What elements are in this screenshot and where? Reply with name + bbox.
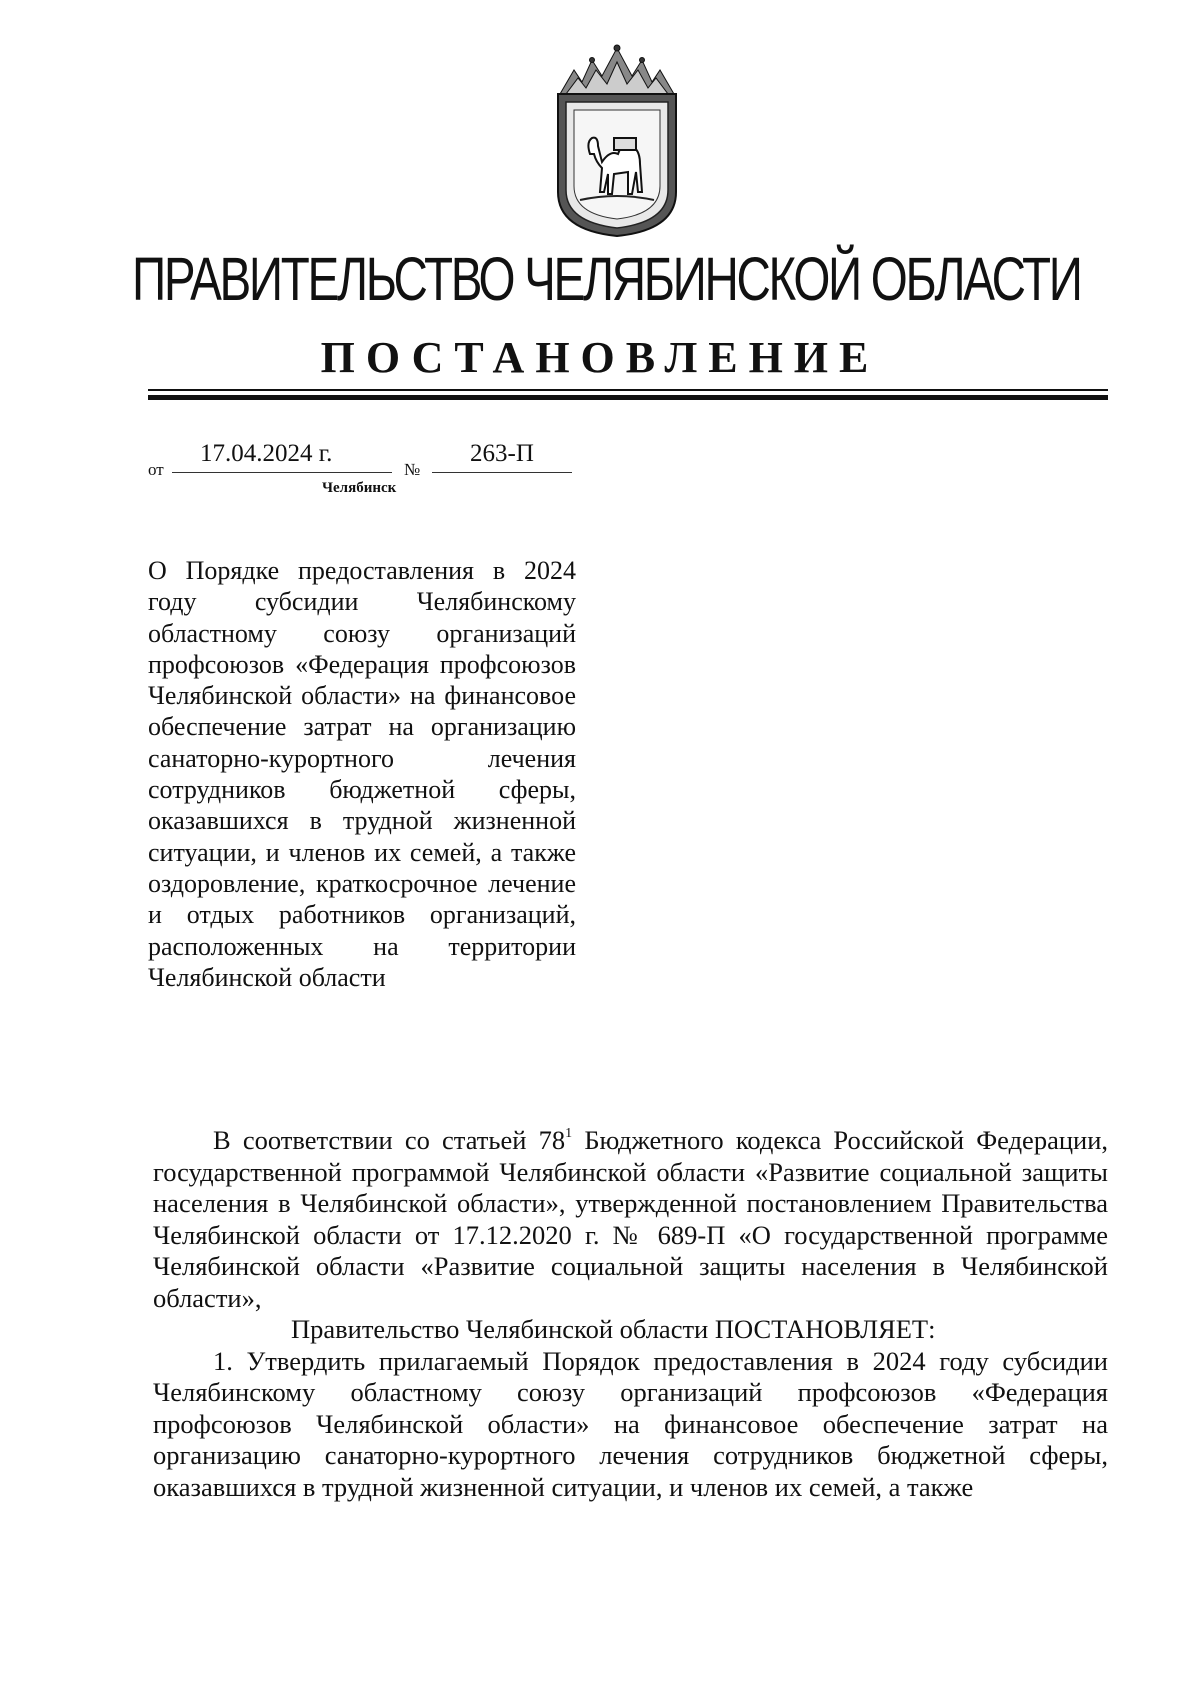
header-rule-thick [148, 395, 1108, 400]
date-prefix: от [148, 460, 164, 479]
document-date: 17.04.2024 г. [200, 440, 333, 467]
document-body [153, 1125, 1108, 1503]
header-rule-thin [148, 389, 1108, 391]
document-subject: О Порядке предоставления в 2024 году субсидии Челябинскому областному союзу организаций профсоюзов «Федерация профсоюзов Челябинской области» на финансовое обеспечение затрат на организацию санаторно-курортного лечения сотрудников бюджетной сферы, оказавшихся в трудной жизненной ситуации, и членов их семей, а также оздоровление, краткосрочное лечение и отдых работников организаций, расположенных на территории Челябинской области [148, 556, 576, 992]
document-city: Челябинск [322, 480, 397, 496]
resolves-line: Правительство Челябинской области ПОСТАНОВЛЯЕТ: [291, 1314, 936, 1344]
document-number: 263-П [470, 440, 534, 467]
government-title: ПРАВИТЕЛЬСТВО ЧЕЛЯБИНСКОЙ ОБЛАСТИ [132, 245, 1081, 313]
preamble-rest: Бюджетного кодекса Российской Федерации, государственной программой Челябинской области «Развитие социальной защиты населения в Челябинской области», утвержденной постановлением Правительства Челябинской области от 17.12.2020 г. № 689-П «О государственной программе Челябинской области «Развитие социальной защиты населения в Челябинской области», [153, 1125, 1109, 1313]
preamble-start: В соответствии со статьей 78 [213, 1125, 566, 1155]
coat-of-arms-emblem [552, 42, 682, 238]
preamble-superscript: 1 [565, 1126, 573, 1141]
preamble-paragraph [153, 1125, 1108, 1314]
number-underline [432, 472, 572, 473]
date-underline [172, 472, 392, 473]
document-type: ПОСТАНОВЛЕНИЕ [320, 333, 880, 382]
number-prefix: № [404, 460, 421, 479]
item-1-paragraph: 1. Утвердить прилагаемый Порядок предоставления в 2024 году субсидии Челябинскому областному союзу организаций профсоюзов «Федерация профсоюзов Челябинской области» на финансовое обеспечение затрат на организацию санаторно-курортного лечения сотрудников бюджетной сферы, оказавшихся в трудной жизненной ситуации, и членов их семей, а также [153, 1345, 1108, 1502]
